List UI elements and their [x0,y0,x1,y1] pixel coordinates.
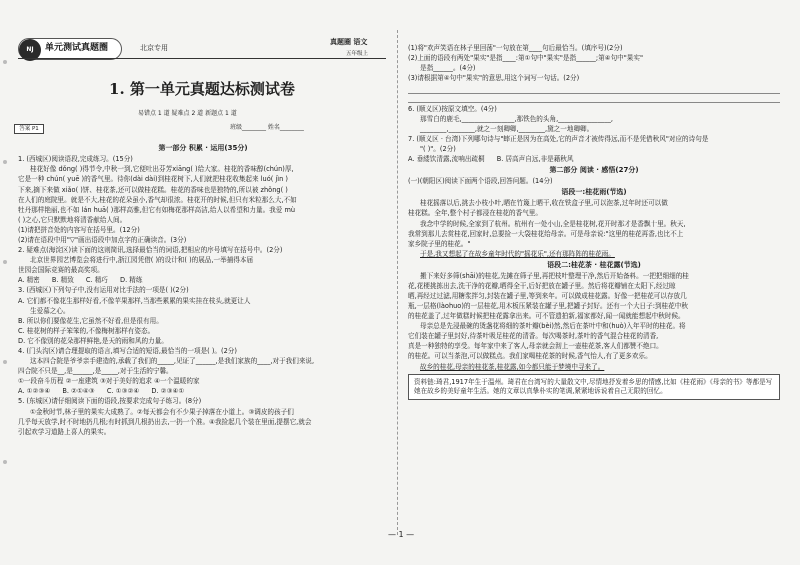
q1-line: ( )之心,它只默默地将清香献给人间。 [18,215,127,224]
option[interactable]: B. ②①④③ [62,387,95,396]
grade-label: 五年级上 [346,51,369,57]
story2-para: 的桂花。可以当茶泡,可以做糕点。我们家喝桂花茶的时候,香气怡人,有了更多欢乐。 [408,352,652,361]
q5-sub-cont: 是指______。(4分) [420,64,476,73]
q4-items: ①一段奋斗历程 ②一座建筑 ③对于美好的追求 ④一个温暖的家 [18,377,200,386]
q3-option[interactable]: A. 它们都不像花生那样好看,不像苹果那样,当那些累累的果实挂在枝头,就更让人 [18,296,251,305]
page-title: 1. 第一单元真题达标测试卷 [109,80,295,98]
q1-sub: (1)请把拼音处的内容写在括号里。(12分) [18,225,140,234]
q3-option-cont: 生爱慕之心。 [30,306,70,315]
column-divider [397,30,398,535]
q2-line: 北京世界园艺博览会将进行中,浙江园凭借( )的设计和( )的展品,一举捕得本届 [30,256,254,265]
q5-line: 引起欢学习道路上喜人的果实。 [18,427,111,436]
class-name-line: 班级________ 姓名________ [230,124,304,131]
q1-line: 桂花好像 dǒng( )得节令,中秋一到,它便吐出芬芳xiāng( )给大家。桂花的香味醇(chún)厚, [30,165,294,174]
story2-para: 的桂花盖了,过年做糕时候把桂花露拿出来。可不管遗拍新,福家都好,闻一闻就能想起中秋时候。 [408,312,685,321]
q3-head: 3. (西城区)下列句子中,没有运用对比手法的一项是( )(2分) [18,286,189,295]
story1-para: 我常到那儿去赏桂花,回家时,总要捡一大袋桂花给母亲。可是母亲说:"这里的桂花再香,也比不上 [408,229,684,238]
q2-options [18,276,388,285]
series-badge [18,38,122,60]
q1-line: 在人们的庭院里。就是不大,桂花的花朵虽小,香气却很浓。桂花开的时候,但只有米粒那么大,不如 [18,195,297,204]
q5-sub: (1)将"欢声笑语在林子里回荡"一句放在第____句后最恰当。(填序号)(2分) [408,44,623,52]
q3-option[interactable]: B. 所以你们要像花生,它虽然不好看,但是很有用。 [18,316,163,325]
q5-sub: (2)上面的语段有两处"果实"是指____:第①句中"果实"是指______;第④句中"果实" [408,54,644,63]
badge-logo-icon: NJ [19,39,41,61]
q4-options [18,387,388,396]
option[interactable]: B. 居高声自远,非是藉秋风 [496,155,574,164]
q4-line: 四合院不只是__,是______,是_____,对于生活的宁馨。 [18,367,173,376]
q7-head: 7. (顺义区 · 台湾)下列哪句诗与"蟀正是因为在高处,它的声音才被传得远,而不是凭借秋风"对应的诗句是 [408,135,709,144]
story2-para: 瓶,一层格(làohuo)的一层桂花,用木板压紧装在罐子里,把罐子封好。还有一个大日子:到桂花中秋 [408,302,688,311]
story1-para: 桂花糕。全年,整个村子都浸在桂花的香气里。 [408,209,542,218]
story1-para: 桂花摇落以后,挑去小枝小叶,晒在竹篾上晒干,收在铁盒子里,可以泡茶,过年时还可以做 [420,199,668,208]
story1-para: 我念中学的时候,全家到了杭州。杭州有一处小山,全是桂花树,花开时那才是香飘十里。秋天, [420,219,686,228]
badge-text: 单元测试真题圈 [45,43,109,53]
header-rule [18,58,386,59]
option[interactable]: D. ②③④① [151,387,185,396]
option[interactable]: A. 垂緌饮清露,流响出疏桐 [408,155,485,164]
q1-line: 它是一种 chún( yuē )的香气里。待你(dài dài)到桂花树下,人们就把桂花收集起来 luó( jìn ) [18,175,288,184]
story1-underline: 于是,我又想起了在故乡童年时代的"摇花乐",还有那阵阵的桂花雨。 [420,249,615,258]
right-column [408,44,780,400]
story2-para: 它们装在罐子里封好,待茶叶吸足桂花的清香。每次喝茶时,茶叶的香气混合桂花的清香, [408,332,659,341]
q6-line: 那雪白的鹿毛,________________,那铁色的头角,________________, [420,115,614,124]
q3-option[interactable]: C. 桂花树的样子笨笨的,不像梅树那样有姿态。 [18,326,155,335]
story2-para: 母亲总是先浸最碗的烫盏花将细的茶叶瓣(bèi)然,然后在茶叶中和(huò)入年平时的桂花。将 [420,322,686,331]
story2-title: 语段二:桂花茶 · 桂花露(节选) [547,260,641,269]
q5-line: 几乎每天放学,时不时地扔几根;有时抓到几根扔出去,一扔一个准。④我捡起几个装在里面,提摆它,就会 [18,417,312,426]
reading-head: (一)(朝阳区)阅读下面两个语段,回答问题。(14分) [408,177,553,186]
option[interactable]: B. 精致 [51,276,74,285]
story2-underline: 故乡的桂花,母亲的桂花茶,桂花露,如今都只能于梦境中寻来了。 [420,362,605,371]
story2-para: 真是一种独特的享受。每年家中来了客人,母亲就会沏上一壶桂花茶,客人们都赞不绝口。 [408,342,663,351]
q5-head: 5. (东城区)请仔细阅读下面的语段,按要求完成句子练习。(8分) [18,397,202,406]
q3-option[interactable]: D. 它不像别的花朵那样鲜艳,是天的雨和风的力量。 [18,336,168,345]
option[interactable]: C. ①③②④ [106,387,140,396]
q7-quote: "( )"。(2分) [420,145,456,154]
story1-title: 语段一:桂花雨(节选) [561,188,627,197]
story2-para: 搬下来好多筛(shāi)的桂花,先摊在筛子里,再把枝叶整理干净,然后开始备料。一把把细细的桂 [420,271,689,280]
page-number: — 1 — [388,530,415,539]
answer-tag: 答案 P1 [14,124,44,134]
option[interactable]: A. ①②③④ [18,387,51,396]
q4-line: 这本四合院是爷爷亲手建造的,承载了我们的_____,见证了______,是我们家族的____,对于我们来说, [30,357,315,366]
q2-head: 2. 疑难点(海淀区)读下面的这则简讯,选择最恰当的词语,把相应的序号填写在括号中。(2分) [18,246,283,255]
story2-para: 花,花梗挑拣出去,洗干净的花瓣,晒得全干,后好把放在罐子里。然后将花瓣铺在太阳下,经过晾 [408,281,676,290]
q1-head: 1. (西城区)阅读语段,完成练习。(15分) [18,155,133,164]
story2-para: 晒,再经过过滤,用糖浆拌匀,封装在罐子里,等到来年。可以做成桂花露。好像一把桂花可以存放几 [408,291,687,300]
q5-line: ①金秋时节,林子里的果实大成熟了。②每天都会有不少果子掉落在小道上。③调皮的孩子们 [30,407,294,416]
answer-lines[interactable] [408,85,780,103]
q2-line: 世园会国际竞赛的最高奖项。 [18,266,104,275]
binding-holes [0,0,10,565]
q1-sub: (2)请在语段中用"▽"画出语段中加点字的正确读音。(3分) [18,235,187,244]
option[interactable]: D. 精练 [120,276,143,285]
q6-head: 6. (顺义区)按原文填空。(4分) [408,104,497,113]
story1-para: 家乡院子里的桂花。" [408,239,471,248]
difficulty-points: 易错点 1 道 疑难点 2 道 新题点 1 道 [138,110,237,117]
q5-sub: (3)请根据第④句中"果实"的意思,用这个词写一句话。(2分) [408,74,580,83]
section-one-title: 第一部分 积累 · 运用(35分) [158,144,248,152]
q1-line: 牡丹那样艳丽,也不如 lán huā( )那样高雅,但它有如梅花那样高洁,给人以希望和力量。我爱 mù [18,205,296,214]
q6-line: ________,________,就之一刻卿卿,________,黛之一地卿卿。 [420,125,594,134]
q7-options [408,155,780,164]
option[interactable]: C. 精巧 [85,276,108,285]
q1-line: 下来,摘下来做 xiǎo( )饼、桂花茶,还可以做桂花糕。桂花的香味也是独特的,所以被 zhǒng( ) [18,185,288,194]
option[interactable]: A. 精密 [18,276,40,285]
series-label: 真题圈 语文 [330,38,368,46]
reference-note: 资料链:琦君,1917年生于温州。琦君在台湾写的大量散文中,尽情地抒发着乡思的情感,比如《桂花雨》《母亲的书》等都是写她在故乡的美好童年生活。她的文章以真挚朴实的笔调,紧紧地诉说着自己无限的回忆。 [408,374,780,399]
left-column [18,142,388,438]
section-two-title: 第二部分 阅读 · 感悟(27分) [549,166,639,175]
q4-head: 4. (门头沟区)请合理提取的语言,填写合适的短语,最恰当的一项是( )。(2分) [18,347,237,356]
region-label: 北京专用 [140,44,168,52]
